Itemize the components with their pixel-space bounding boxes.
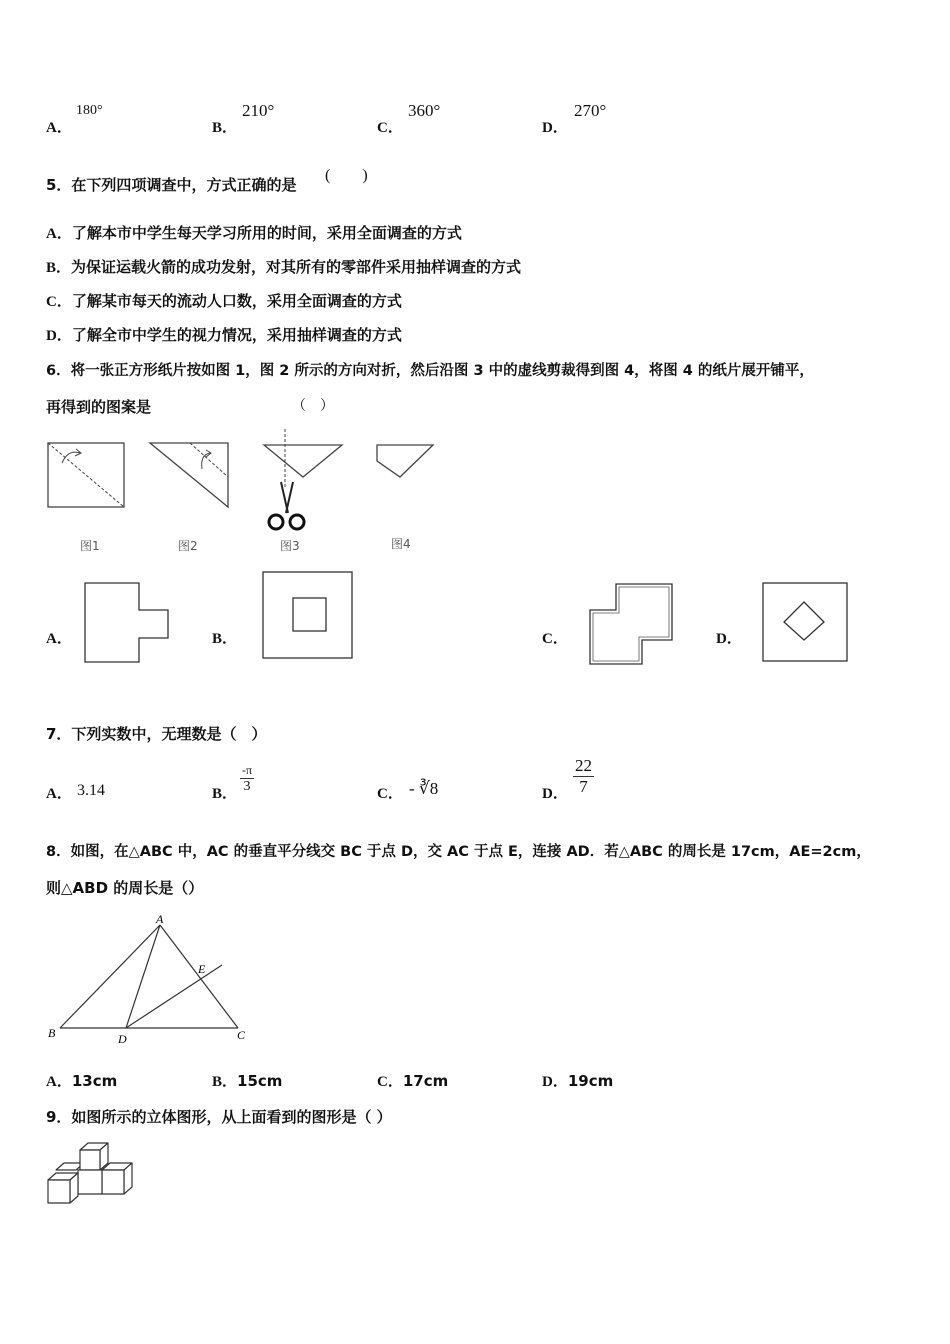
q4-option-a-label: A．: [46, 120, 72, 136]
q7-stem: 7．下列实数中，无理数是（ ）: [46, 725, 267, 743]
q5-stem: 5．在下列四项调查中，方式正确的是: [46, 176, 297, 194]
q7-option-c-value: - ∛8: [409, 779, 439, 798]
cube-bottom-left: [48, 1173, 78, 1203]
q5-option-c: [46, 290, 402, 311]
q5-answer-paren: ( ): [325, 167, 368, 184]
scissors-icon: [269, 482, 304, 529]
point-c-label: C: [237, 1028, 246, 1042]
q8-option-a-label: A．: [46, 1074, 72, 1090]
point-e-label: E: [198, 962, 206, 976]
q8-option-c-value: 17cm: [402, 1072, 449, 1090]
q4-option-c-value: 360°: [408, 101, 441, 120]
point-d-label: D: [118, 1032, 127, 1046]
q5-option-b-label: B．: [46, 260, 72, 276]
q7-option-d-denominator: 7: [579, 777, 588, 796]
q6-stem-line2: 再得到的图案是: [46, 398, 152, 416]
fig4-cut-shape: [377, 445, 433, 477]
q6-option-a-label: A．: [46, 631, 72, 647]
q4-option-d-label: D．: [542, 120, 568, 136]
point-a-label: A: [156, 912, 164, 926]
q6-stem-line1: 6．将一张正方形纸片按如图 1，图 2 所示的方向对折，然后沿图 3 中的虚线剪裁得到图 4，将图 4 的纸片展开铺平，: [46, 363, 814, 379]
q8-option-b-value: 15cm: [237, 1072, 283, 1090]
q7-option-d-numerator: 22: [575, 756, 592, 775]
q6-option-a-figure: [84, 582, 172, 666]
q4-option-b-value: 210°: [242, 101, 275, 120]
cube-top: [80, 1143, 108, 1170]
q8-triangle-figure: [40, 905, 270, 1050]
fig2-caption: 图2: [178, 539, 198, 553]
fig3-cut-triangle: [264, 429, 342, 487]
q8-stem-line1: 8．如图，在△ABC 中，AC 的垂直平分线交 BC 于点 D，交 AC 于点 E，连接 AD．若△ABC 的周长是 17cm，AE=2cm，: [46, 844, 871, 860]
q7-option-b-numerator: -π: [242, 763, 253, 777]
q5-option-c-label: C．: [46, 294, 72, 310]
q5-option-b-text: 为保证运载火箭的成功发射，对其所有的零部件采用抽样调查的方式: [71, 258, 522, 276]
q7-option-d-label: D．: [542, 786, 568, 802]
q8-option-d: [542, 1070, 613, 1091]
q7-option-b-fraction: [240, 763, 254, 795]
q5-option-d-text: 了解全市中学生的视力情况，采用抽样调查的方式: [71, 326, 402, 344]
fig2-triangle-fold: [150, 443, 228, 507]
q7-option-c-label: C．: [377, 786, 403, 802]
cube-bottom-middle: [78, 1170, 102, 1194]
q5-option-b: [46, 256, 521, 277]
q8-option-a-value: 13cm: [71, 1072, 118, 1090]
q8-option-b: [212, 1070, 282, 1091]
fig4-caption: 图4: [391, 537, 411, 551]
q4-option-b-label: B．: [212, 120, 238, 136]
q8-option-b-label: B．: [212, 1074, 238, 1090]
cube-bottom-right: [102, 1163, 132, 1194]
q6-option-c-label: C．: [542, 631, 568, 647]
q7-option-a-label: A．: [46, 786, 72, 802]
q7-option-a-value: 3.14: [77, 782, 105, 799]
q5-option-a-label: A．: [46, 226, 72, 242]
q7-option-d-fraction: [573, 756, 594, 797]
q6-option-b-label: B．: [212, 631, 238, 647]
fig1-caption: 图1: [80, 539, 100, 553]
q6-option-d-figure: [762, 582, 850, 664]
q5-option-c-text: 了解某市每天的流动人口数，采用全面调查的方式: [71, 292, 402, 310]
q8-option-d-value: 19cm: [567, 1072, 614, 1090]
q9-cube-figure: [44, 1136, 139, 1208]
q8-option-c-label: C．: [377, 1074, 403, 1090]
q5-option-d: [46, 324, 402, 345]
q8-option-a: [46, 1070, 117, 1091]
q8-option-c: [377, 1070, 448, 1091]
q4-option-d-value: 270°: [574, 101, 607, 120]
q5-option-d-label: D．: [46, 328, 72, 344]
segment-ad: [126, 925, 160, 1028]
q6-answer-paren: （ ）: [292, 399, 334, 414]
fig1-square-fold: [48, 443, 124, 507]
perpendicular-bisector: [126, 965, 222, 1028]
q4-option-a-value: 180°: [76, 103, 103, 118]
fig3-caption: 图3: [280, 539, 300, 553]
q5-option-a-text: 了解本市中学生每天学习所用的时间，采用全面调查的方式: [71, 224, 462, 242]
q7-option-b-denominator: 3: [243, 779, 251, 794]
q4-option-c-label: C．: [377, 120, 403, 136]
q6-option-d-label: D．: [716, 631, 742, 647]
q6-option-b-figure: [262, 571, 354, 661]
point-b-label: B: [48, 1026, 56, 1040]
q8-option-d-label: D．: [542, 1074, 568, 1090]
q7-option-b-label: B．: [212, 786, 238, 802]
q8-stem-line2: 则△ABD 的周长是（）: [46, 879, 204, 897]
q9-stem: 9．如图所示的立体图形，从上面看到的图形是（ ）: [46, 1108, 392, 1126]
q5-option-a: [46, 222, 462, 243]
q6-option-c-figure: [588, 582, 676, 668]
